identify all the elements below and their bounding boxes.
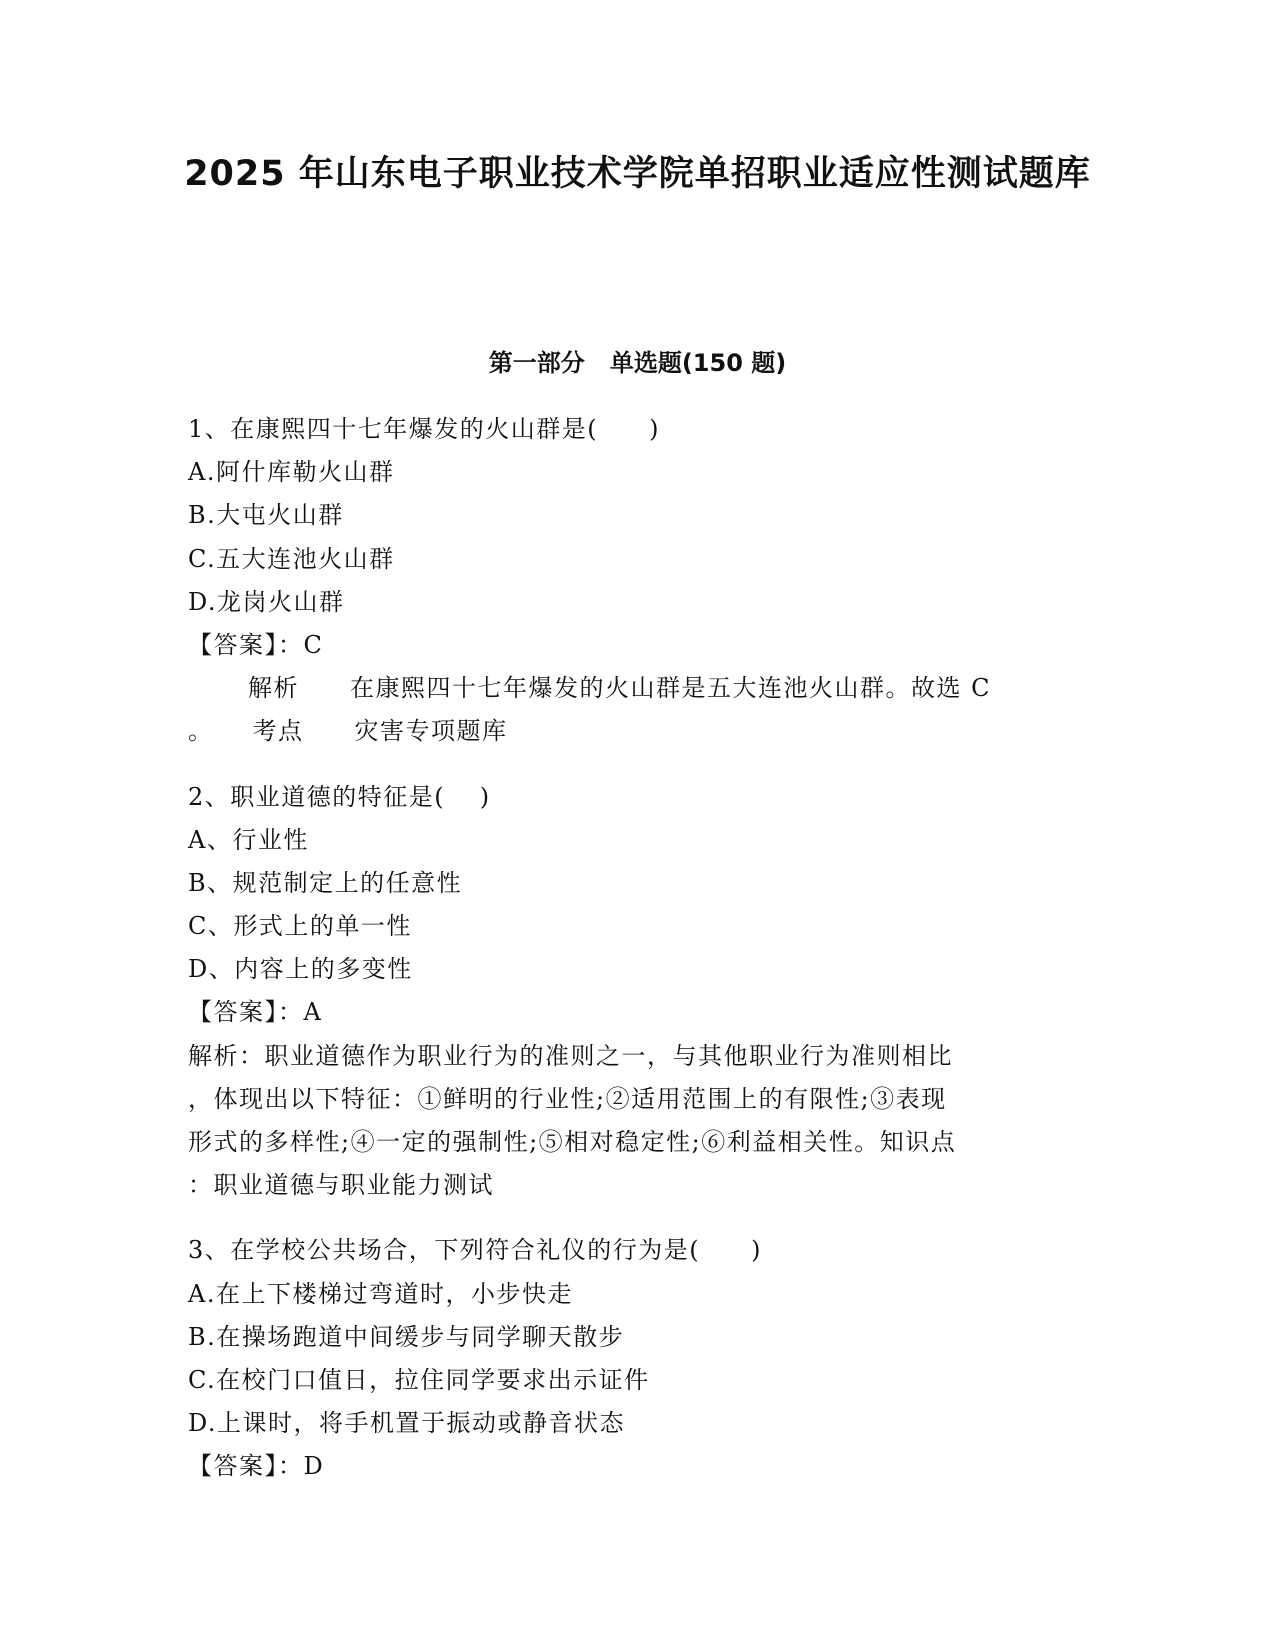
question-stem: 1、在康熙四十七年爆发的火山群是( ) [188, 415, 660, 443]
analysis-line: 。 考点 灾害专项题库 [188, 717, 508, 746]
option-b: B、规范制定上的任意性 [188, 868, 463, 897]
analysis-line: 形式的多样性;④一定的强制性;⑤相对稳定性;⑥利益相关性。知识点 [188, 1128, 957, 1156]
question-stem: 2、职业道德的特征是( ) [188, 782, 491, 811]
option-a: A、行业性 [188, 825, 309, 854]
analysis-line: 解析 在康熙四十七年爆发的火山群是五大连池火山群。故选 C [248, 674, 991, 703]
section-title: 第一部分 单选题(150 题) [488, 349, 787, 377]
option-d: D.上课时，将手机置于振动或静音状态 [188, 1409, 626, 1438]
question-3 [188, 1229, 1088, 1488]
spacer [188, 1207, 1088, 1229]
option-b: B.在操场跑道中间缓步与同学聊天散步 [188, 1322, 625, 1351]
option-a: A.阿什库勒火山群 [188, 458, 395, 487]
option-a: A.在上下楼梯过弯道时，小步快走 [188, 1279, 573, 1308]
question-stem: 3、在学校公共场合，下列符合礼仪的行为是( ) [188, 1236, 762, 1265]
document-title: 2025 年山东电子职业技术学院单招职业适应性测试题库 [184, 154, 1091, 194]
option-b: B.大屯火山群 [188, 501, 344, 530]
question-1 [188, 408, 1088, 754]
option-c: C、形式上的单一性 [188, 912, 412, 941]
spacer [188, 754, 1088, 776]
option-d: D、内容上的多变性 [188, 955, 413, 984]
question-list [188, 408, 1088, 1489]
analysis-line: 解析：职业道德作为职业行为的准则之一，与其他职业行为准则相比 [188, 1041, 953, 1070]
answer: 【答案】：A [188, 998, 323, 1027]
answer: 【答案】：D [188, 1452, 325, 1481]
analysis-line: ，体现出以下特征：①鲜明的行业性;②适用范围上的有限性;③表现 [188, 1084, 947, 1113]
analysis-line: ：职业道德与职业能力测试 [188, 1171, 494, 1200]
answer: 【答案】：C [188, 630, 324, 659]
question-2 [188, 776, 1088, 1208]
option-c: C.五大连池火山群 [188, 544, 395, 573]
option-c: C.在校门口值日，拉住同学要求出示证件 [188, 1365, 650, 1394]
option-d: D.龙岗火山群 [188, 587, 345, 616]
